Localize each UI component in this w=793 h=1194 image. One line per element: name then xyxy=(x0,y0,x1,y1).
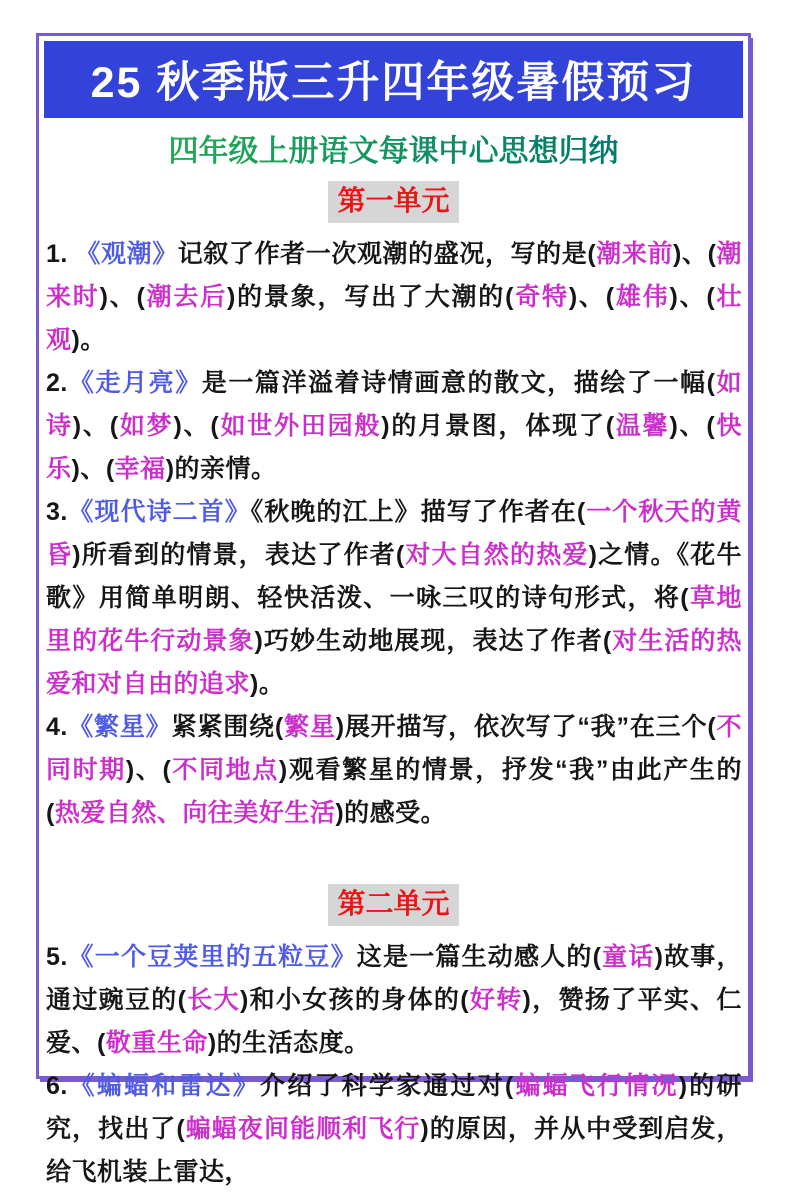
body-text: )的景象，写出了大潮的( xyxy=(227,283,514,311)
keyword-highlight: 如世外田园般 xyxy=(219,412,382,440)
keyword-highlight: 好转 xyxy=(469,986,523,1014)
unit-1-heading-row xyxy=(39,181,748,223)
body-text: )观看繁星的情景，抒发“我”由此产生的( xyxy=(46,756,742,827)
body-text: )、( xyxy=(568,283,615,311)
body-text: )、( xyxy=(173,412,220,440)
keyword-highlight: 童话 xyxy=(601,943,655,971)
keyword-highlight: 长大 xyxy=(186,986,240,1014)
paragraph-3 xyxy=(46,491,742,706)
keyword-highlight: 不同时期 xyxy=(46,713,742,784)
keyword-highlight: 对大自然的热爱 xyxy=(404,541,589,569)
body-text: )、( xyxy=(125,756,172,784)
book-title: 《一个豆荚里的五粒豆》 xyxy=(67,943,357,971)
unit-2-body xyxy=(39,926,748,1194)
book-title: 《观潮》 xyxy=(75,240,178,268)
body-text: )巧妙生动地展现，表达了作者( xyxy=(254,627,612,655)
book-title: 《现代诗二首》 xyxy=(67,498,251,526)
body-text: )、( xyxy=(71,455,115,483)
body-text: )和小女孩的身体的( xyxy=(239,986,470,1014)
body-text: )的原因，并从中受到启发，给飞机装上雷达， xyxy=(46,1115,742,1186)
keyword-highlight: 潮来时 xyxy=(46,240,742,311)
keyword-highlight: 繁星 xyxy=(283,713,336,741)
body-text: )所看到的情景，表达了作者( xyxy=(72,541,405,569)
body-text: 介绍了科学家通过对( xyxy=(260,1072,514,1100)
body-text: )的亲情。 xyxy=(165,455,277,483)
paragraph-1 xyxy=(46,233,742,362)
body-text: )的月景图，体现了( xyxy=(381,412,615,440)
subtitle-row xyxy=(39,129,748,176)
paragraph-4 xyxy=(46,706,742,835)
body-text: 是一篇洋溢着诗情画意的散文，描绘了一幅( xyxy=(201,369,716,397)
body-text: )、( xyxy=(669,283,716,311)
body-text: )、( xyxy=(99,283,146,311)
page-frame xyxy=(36,33,751,1186)
body-text: 1. xyxy=(46,240,76,268)
keyword-highlight: 如诗 xyxy=(46,369,742,440)
keyword-highlight: 温馨 xyxy=(614,412,670,440)
keyword-highlight: 草地里的花牛行动景象 xyxy=(46,584,742,655)
keyword-highlight: 敬重生命 xyxy=(105,1029,208,1057)
body-text: 3. xyxy=(46,498,68,526)
book-title: 《繁星》 xyxy=(67,713,172,741)
body-text: )、( xyxy=(669,412,716,440)
banner xyxy=(44,41,743,118)
book-title: 《蝙蝠和雷达》 xyxy=(67,1072,261,1100)
keyword-highlight: 潮来前 xyxy=(596,240,674,268)
body-text: 6. xyxy=(46,1072,68,1100)
body-text: 《秋晚的江上》描写了作者在( xyxy=(250,498,586,526)
body-text: 记叙了作者一次观潮的盛况，写的是( xyxy=(177,240,597,268)
keyword-highlight: 奇特 xyxy=(513,283,569,311)
keyword-highlight: 不同地点 xyxy=(171,756,279,784)
section-unit-1 xyxy=(39,181,748,835)
subtitle-highlight: 四年级上册语文每课中心思想归纳 xyxy=(156,129,632,176)
keyword-highlight: 如梦 xyxy=(118,412,174,440)
body-text: )之情。《花牛歌》用简单明朗、轻快活泼、一咏三叹的诗句形式，将( xyxy=(46,541,742,612)
body-text: 5. xyxy=(46,943,68,971)
keyword-highlight: 壮观 xyxy=(46,283,742,354)
unit-1-body xyxy=(39,223,748,835)
keyword-highlight: 雄伟 xyxy=(614,283,670,311)
paragraph-2 xyxy=(46,362,742,491)
book-title: 《走月亮》 xyxy=(67,369,202,397)
body-text: )。 xyxy=(250,670,285,698)
body-text: 2. xyxy=(46,369,68,397)
body-text: )，赞扬了平实、仁爱、( xyxy=(46,986,742,1057)
keyword-highlight: 蝙蝠夜间能顺利飞行 xyxy=(185,1115,421,1143)
keyword-highlight: 幸福 xyxy=(114,455,166,483)
body-text: )、( xyxy=(72,412,119,440)
body-text: )。 xyxy=(71,326,106,354)
keyword-highlight: 对生活的热爱和对自由的追求 xyxy=(46,627,742,698)
paragraph-6 xyxy=(46,1065,742,1194)
body-text: )的生活态度。 xyxy=(207,1029,370,1057)
keyword-highlight: 潮去后 xyxy=(145,283,228,311)
section-unit-2 xyxy=(39,884,748,1194)
body-text: 这是一篇生动感人的( xyxy=(356,943,602,971)
unit-1-heading: 第一单元 xyxy=(328,181,458,223)
body-text: )展开描写，依次写了“我”在三个( xyxy=(335,713,717,741)
banner-title: 25 秋季版三升四年级暑假预习 xyxy=(90,59,697,107)
paragraph-5 xyxy=(46,936,742,1065)
keyword-highlight: 热爱自然、向往美好生活 xyxy=(54,799,336,827)
keyword-highlight: 快乐 xyxy=(46,412,742,483)
body-text: )的研究，找出了( xyxy=(46,1072,742,1143)
body-text: )故事，通过豌豆的( xyxy=(46,943,742,1014)
unit-2-heading-row xyxy=(39,884,748,926)
body-text: 4. xyxy=(46,713,68,741)
unit-2-heading: 第二单元 xyxy=(328,884,458,926)
keyword-highlight: 一个秋天的黄昏 xyxy=(46,498,742,569)
keyword-highlight: 蝙蝠飞行情况 xyxy=(513,1072,679,1100)
body-text: 紧紧围绕( xyxy=(171,713,284,741)
body-text: )的感受。 xyxy=(335,799,447,827)
body-text: )、( xyxy=(673,240,717,268)
